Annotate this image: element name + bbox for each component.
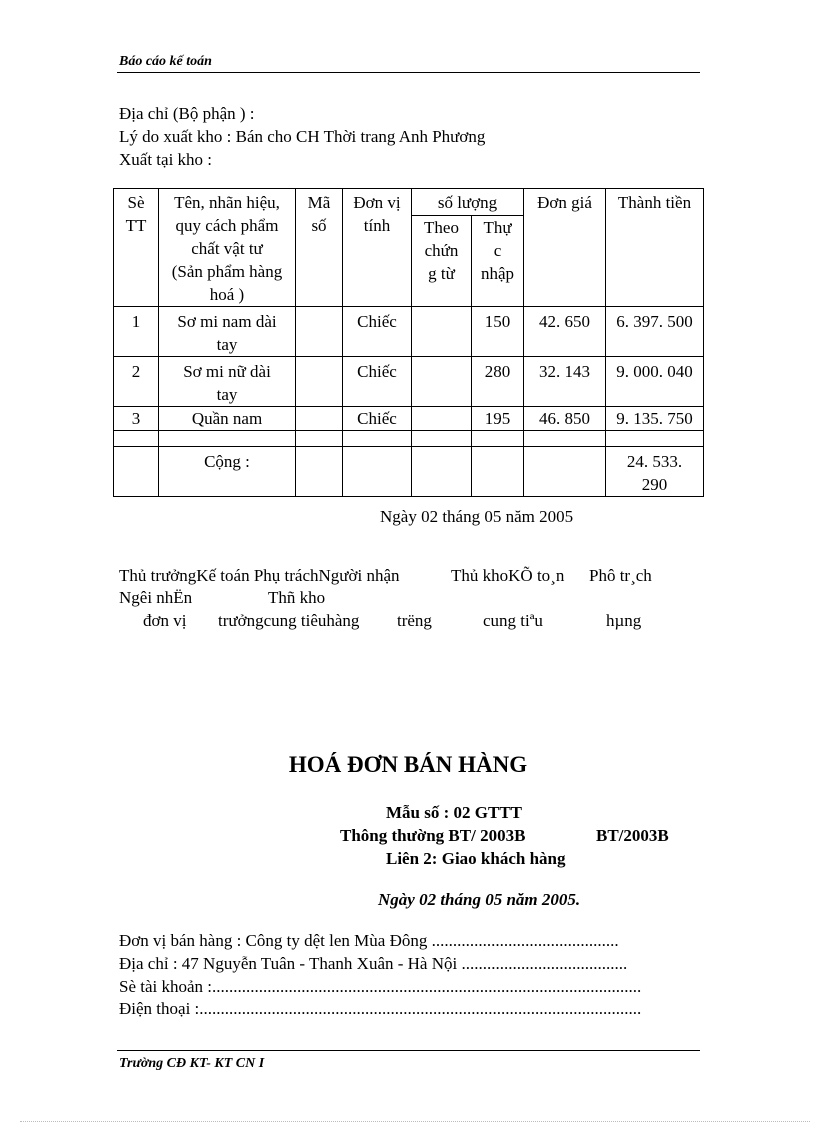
signature-row1-b: Thủ khoKÕ to¸n xyxy=(451,566,565,585)
signature-row1-c: Phô tr¸ch xyxy=(589,566,652,585)
row-qty-doc xyxy=(412,407,472,431)
row-amount: 9. 000. 040 xyxy=(606,357,704,407)
total-label: Cộng : xyxy=(159,447,296,497)
row-price: 32. 143 xyxy=(524,357,606,407)
header-qty-actual: Thự c nhập xyxy=(472,215,524,306)
header-qty-doc: Theo chứn g từ xyxy=(412,215,472,306)
header-quantity: số lượng xyxy=(412,189,524,216)
footer-rule xyxy=(117,1050,700,1051)
row-unit: Chiếc xyxy=(343,407,412,431)
row-amount: 9. 135. 750 xyxy=(606,407,704,431)
page-header-title: Báo cáo kế toán xyxy=(119,54,212,69)
footer-text: Trường CĐ KT- KT CN I xyxy=(119,1056,265,1071)
signature-row3-d: cung tiªu xyxy=(483,611,543,630)
signature-row3-c: trëng xyxy=(397,611,432,630)
header-price: Đơn giá xyxy=(524,189,606,307)
header-unit: Đơn vị tính xyxy=(343,189,412,307)
invoice-form-number: Mẫu số : 02 GTTT xyxy=(386,803,523,822)
row-code xyxy=(296,307,343,357)
phone-line: Điện thoại :........................................................................................................ xyxy=(119,999,642,1018)
row-stt: 3 xyxy=(114,407,159,431)
signature-row2-b: Thñ kho xyxy=(268,588,326,607)
seller-line: Đơn vị bán hàng : Công ty dệt len Mùa Đông ............................................ xyxy=(119,931,619,950)
row-code xyxy=(296,407,343,431)
signature-row1-a: Thủ trưởngKế toán Phụ tráchNgười nhận xyxy=(119,566,400,585)
table-row xyxy=(114,357,704,407)
row-qty: 280 xyxy=(472,357,524,407)
table-empty-row xyxy=(114,431,704,447)
header-code: Mã số xyxy=(296,189,343,307)
table-header-row xyxy=(114,189,704,216)
total-amount: 24. 533. 290 xyxy=(606,447,704,497)
invoice-type-code: BT/2003B xyxy=(596,826,669,845)
account-line: Sè tài khoản :..................................................................................................... xyxy=(119,977,642,996)
table-row xyxy=(114,407,704,431)
row-name: Sơ mi nam dài tay xyxy=(159,307,296,357)
signature-row3-e: hµng xyxy=(606,611,642,630)
row-price: 46. 850 xyxy=(524,407,606,431)
row-qty-doc xyxy=(412,357,472,407)
invoice-title: HOÁ ĐƠN BÁN HÀNG xyxy=(288,752,528,777)
reason-line: Lý do xuất kho : Bán cho CH Thời trang Anh Phương xyxy=(119,127,486,146)
row-stt: 2 xyxy=(114,357,159,407)
row-name: Sơ mi nữ dài tay xyxy=(159,357,296,407)
signature-row3-a: đơn vị xyxy=(143,611,187,630)
row-unit: Chiếc xyxy=(343,307,412,357)
invoice-date: Ngày 02 tháng 05 năm 2005. xyxy=(378,890,581,909)
row-qty: 195 xyxy=(472,407,524,431)
signature-row2-a: Ngêi nhËn xyxy=(119,588,193,607)
table-row xyxy=(114,307,704,357)
goods-table xyxy=(113,188,704,497)
row-qty: 150 xyxy=(472,307,524,357)
row-code xyxy=(296,357,343,407)
header-name: Tên, nhãn hiệu, quy cách phẩm chất vật tư (Sản phẩm hàng hoá ) xyxy=(159,189,296,307)
row-stt: 1 xyxy=(114,307,159,357)
invoice-type: Thông thường BT/ 2003B xyxy=(340,826,526,845)
seller-address-line: Địa chỉ : 47 Nguyễn Tuân - Thanh Xuân - Hà Nội ....................................... xyxy=(119,954,628,973)
row-name: Quần nam xyxy=(159,407,296,431)
signature-row3-b: trưởngcung tiêuhàng xyxy=(218,611,360,630)
row-price: 42. 650 xyxy=(524,307,606,357)
document-date: Ngày 02 tháng 05 năm 2005 xyxy=(380,507,574,526)
header-stt: Sè TT xyxy=(114,189,159,307)
warehouse-line: Xuất tại kho : xyxy=(119,150,213,169)
row-amount: 6. 397. 500 xyxy=(606,307,704,357)
invoice-copy: Liên 2: Giao khách hàng xyxy=(386,849,566,868)
address-line: Địa chỉ (Bộ phận ) : xyxy=(119,104,255,123)
table-total-row xyxy=(114,447,704,497)
header-amount: Thành tiền xyxy=(606,189,704,307)
header-rule xyxy=(117,72,700,73)
page-bottom-dotted-rule xyxy=(20,1121,810,1122)
row-unit: Chiếc xyxy=(343,357,412,407)
row-qty-doc xyxy=(412,307,472,357)
